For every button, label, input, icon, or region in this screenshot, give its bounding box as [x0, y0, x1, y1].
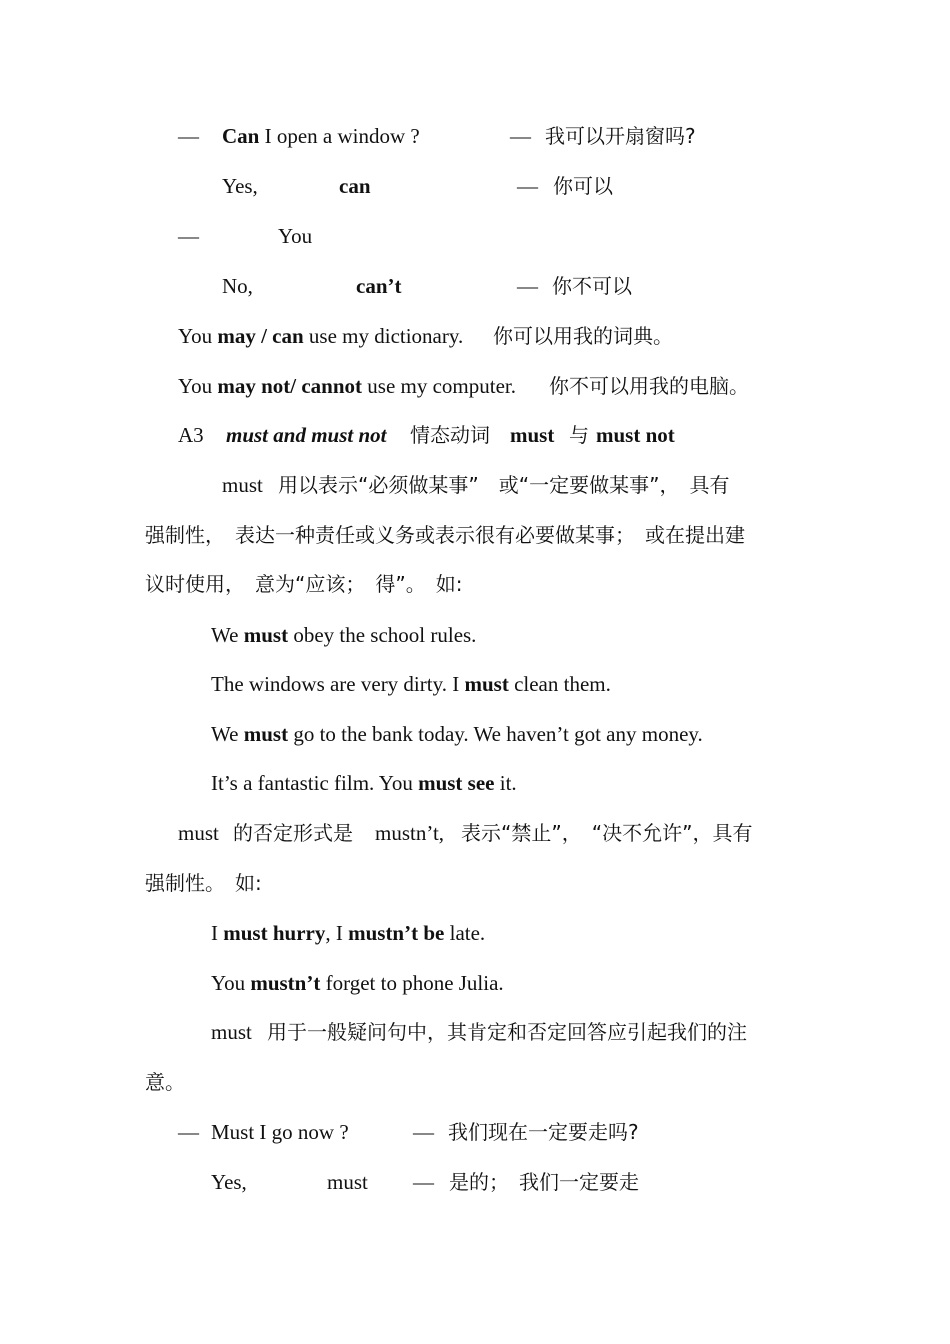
dialog-yes-word — [339, 172, 371, 200]
section-number: A3 — [178, 423, 204, 447]
para1-line2: 强制性， 表达一种责任或义务或表示很有必要做某事； 或在提出建 — [145, 523, 745, 547]
example-line — [211, 621, 476, 649]
text: go to the bank today. We haven’t got any money. — [288, 722, 703, 746]
dash: — — [413, 1170, 434, 1194]
dash: — — [517, 174, 538, 198]
text: It’s a fantastic film. You — [211, 771, 419, 795]
dialog-yes-label: Yes, — [222, 174, 258, 198]
bold-word: may not/ cannot — [217, 374, 363, 398]
text: clean them. — [508, 672, 611, 696]
example-line — [211, 969, 504, 997]
example-may-can-cn: 你可以用我的词典。 — [493, 324, 673, 348]
text: use my dictionary. — [303, 324, 464, 348]
dialog-no-word — [356, 272, 402, 300]
dialog-no-label: No, — [222, 274, 253, 298]
text: forget to phone Julia. — [320, 971, 504, 995]
text: it. — [494, 771, 517, 795]
para2-must: must — [178, 821, 219, 845]
bold-word: must — [243, 623, 289, 647]
text: , I — [325, 921, 349, 945]
bold-word: can — [339, 174, 371, 198]
example-line — [211, 769, 517, 797]
para2-mustnt: mustn’t, — [375, 821, 445, 845]
dialog2-yes-word: must — [327, 1170, 368, 1194]
text: use my computer. — [362, 374, 516, 398]
para2-text-1: 的否定形式是 — [233, 821, 353, 845]
example-may-can — [178, 322, 463, 350]
text: obey the school rules. — [288, 623, 477, 647]
dash: — — [178, 124, 199, 148]
section-must-not — [596, 421, 675, 449]
dash: — — [178, 1120, 199, 1144]
text: You — [211, 971, 251, 995]
bold-word: may / can — [217, 324, 304, 348]
dash: — — [510, 124, 531, 148]
dialog-you: You — [278, 224, 313, 248]
dash: — — [413, 1120, 434, 1144]
dash: — — [517, 274, 538, 298]
para3-line2: 意。 — [145, 1070, 185, 1094]
dialog2-yes-label: Yes, — [211, 1170, 247, 1194]
dialog2-question: Must I go now ? — [211, 1120, 349, 1144]
example-may-not-cn: 你不可以用我的电脑。 — [549, 374, 749, 398]
para1-line1: 用以表示“必须做某事” 或“一定要做某事”， 具有 — [278, 473, 730, 497]
dialog2-question-cn: 我们现在一定要走吗? — [448, 1120, 639, 1144]
text: I open a window ? — [259, 124, 420, 148]
dash: — — [178, 224, 199, 248]
para1-must: must — [222, 473, 263, 497]
dialog-yes-cn: 你可以 — [553, 174, 613, 198]
section-must — [510, 421, 554, 449]
dialog2-yes-cn: 是的； 我们一定要走 — [449, 1170, 639, 1194]
bold-word: must — [243, 722, 289, 746]
para3-must: must — [211, 1020, 252, 1044]
section-cn-2: 与 — [569, 423, 589, 447]
text: We — [211, 623, 244, 647]
para1-line3: 议时使用， 意为“应该； 得”。 如: — [145, 572, 463, 596]
dialog-question-cn: 我可以开扇窗吗? — [545, 124, 696, 148]
text: You — [178, 324, 218, 348]
bold-word: must not — [596, 423, 675, 447]
bold-word: mustn’t — [250, 971, 321, 995]
section-cn-1: 情态动词 — [410, 423, 490, 447]
bold-word: must hurry — [223, 921, 326, 945]
section-title: must and must not — [226, 423, 387, 447]
text: I — [211, 921, 224, 945]
text: late. — [444, 921, 486, 945]
para2-line2: 强制性。 如: — [145, 871, 262, 895]
example-line — [211, 919, 485, 947]
para3-line1: 用于一般疑问句中，其肯定和否定回答应引起我们的注 — [267, 1020, 747, 1044]
example-line — [211, 670, 611, 698]
text: You — [178, 374, 218, 398]
bold-word: must — [464, 672, 509, 696]
bold-word: must — [510, 423, 555, 447]
para2-text-2: 表示“禁止”， “决不允许”，具有 — [461, 821, 753, 845]
dialog-question — [222, 122, 420, 150]
example-may-not — [178, 372, 516, 400]
text: We — [211, 722, 244, 746]
bold-word: mustn’t be — [348, 921, 445, 945]
text: The windows are very dirty. I — [211, 672, 465, 696]
bold-word: must see — [418, 771, 495, 795]
dialog-no-cn: 你不可以 — [552, 274, 632, 298]
bold-word: can’t — [356, 274, 402, 298]
example-line — [211, 720, 703, 748]
bold-word: Can — [222, 124, 260, 148]
